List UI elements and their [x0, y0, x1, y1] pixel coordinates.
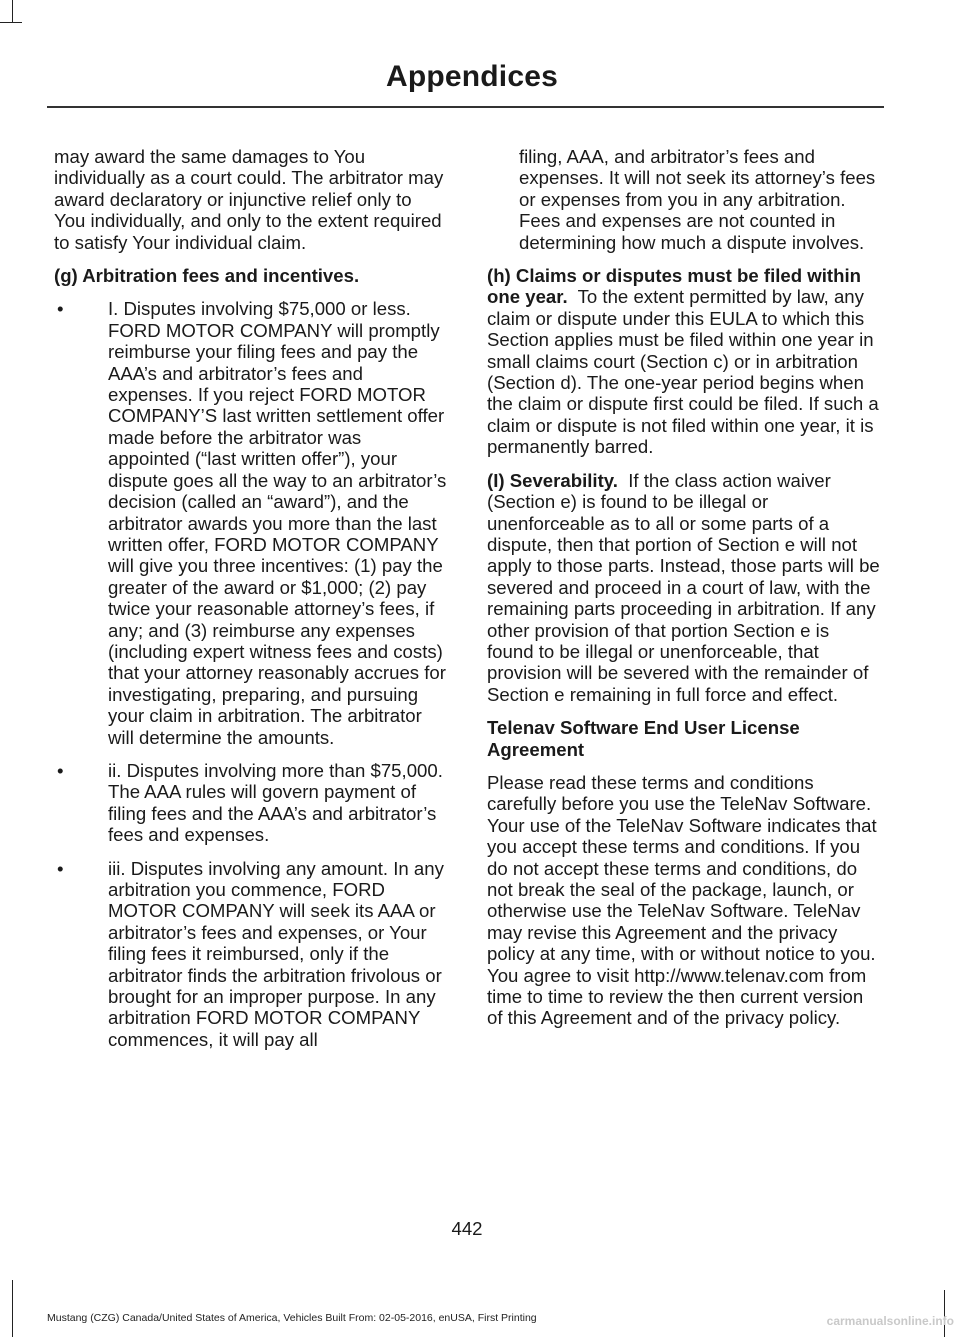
bullet-text: ii. Disputes involving more than $75,000. The AAA rules will govern payment of filing fees and the AAA’s and arbitrator’s fees and expenses.	[108, 759, 443, 846]
section-h-text: To the extent permitted by law, any claim or dispute under this EULA to which this Section applies must be filed within one year in small claims court (Section c) or in arbitration (Section d). The one-year period begins when the claim or dispute first could be filed. If such a claim or dispute is not filed within one year, it is permanently barred.	[487, 286, 879, 458]
telenav-paragraph: Please read these terms and conditions carefully before you use the TeleNav Software. Your use of the TeleNav Software indicates that you accept these terms and conditions. If you do not accept these terms and conditions, do not break the seal of the package, launch, or otherwise use the TeleNav Software. TeleNav may revise this Agreement and the privacy policy at any time, with or without notice to you. You agree to visit http://www.telenav.com from time to time to review the then current version of this Agreement and of the privacy policy.	[487, 771, 877, 1029]
watermark: carmanualsonline.info	[826, 1314, 954, 1328]
section-h-lead: (h) Claims or disputes must be filed within one year.	[487, 265, 861, 308]
section-i-paragraph	[487, 470, 880, 705]
crop-mark-bottom-left-vertical	[12, 1280, 13, 1337]
header-divider	[47, 106, 884, 108]
section-i-text: If the class action waiver (Section e) is found to be illegal or unenforceable as to all or some parts of a dispute, then that portion of Section e will not apply to those parts. Instead, those parts will be severed and proceed in a court of law, with the remaining parts proceeding in arbitration. If any other provision of that portion Section e is found to be illegal or unenforceable, that provision will be severed with the remainder of Section e remaining in full force and effect.	[487, 469, 880, 705]
list-item	[54, 760, 447, 846]
heading-arbitration-fees: (g) Arbitration fees and incentives.	[54, 265, 360, 287]
telenav-heading: Telenav Software End User License Agreement	[487, 717, 800, 760]
bullet-marker: •	[57, 298, 64, 320]
crop-mark-top-left-horizontal	[0, 22, 22, 23]
crop-mark-top-left-vertical	[12, 0, 13, 22]
intro-paragraph: may award the same damages to You individually as a court could. The arbitrator may award declaratory or injunctive relief only to You individually, and only to the extent required to satisfy Your individual claim.	[54, 146, 444, 253]
section-i-lead: (I) Severability.	[487, 469, 618, 491]
left-column	[54, 146, 447, 1062]
fees-bullet-list	[54, 298, 447, 1050]
page-number: 442	[451, 1218, 483, 1239]
page-title: Appendices	[385, 60, 558, 93]
right-column	[487, 146, 880, 1041]
list-item	[54, 858, 447, 1051]
list-item	[54, 298, 447, 748]
bullet-text: I. Disputes involving $75,000 or less. FORD MOTOR COMPANY will promptly reimburse your filing fees and pay the AAA’s and arbitrator’s fees and expenses. If you reject FORD MOTOR COMPANY’S last written settlement offer made before the arbitrator was appointed (“last written offer”), your dispute goes all the way to an arbitrator’s decision (called an “award”), and the arbitrator awards you more than the last written offer, FORD MOTOR COMPANY will give you three incentives: (1) pay the greater of the award or $1,000; (2) pay twice your reasonable attorney’s fees, if any; and (3) reimburse any expenses (including expert witness fees and costs) that your attorney reasonably accrues for investigating, preparing, and pursuing your claim in arbitration. The arbitrator will determine the amounts.	[108, 298, 447, 748]
bullet-marker: •	[57, 759, 64, 781]
footer-text: Mustang (CZG) Canada/United States of America, Vehicles Built From: 02-05-2016, enUSA, First Printing	[47, 1312, 537, 1324]
bullet-text: iii. Disputes involving any amount. In any arbitration you commence, FORD MOTOR COMPANY will seek its AAA or arbitrator’s fees and expenses, or Your filing fees it reimbursed, only if the arbitrator finds the arbitration frivolous or brought for an improper purpose. In any arbitration FORD MOTOR COMPANY commences, it will pay all	[108, 857, 444, 1050]
bullet-continuation: filing, AAA, and arbitrator’s fees and expenses. It will not seek its attorney’s fees or expenses from you in any arbitration. Fees and expenses are not counted in determining how much a dispute involves.	[519, 146, 876, 253]
section-h-paragraph	[487, 265, 880, 458]
bullet-marker: •	[57, 857, 64, 879]
